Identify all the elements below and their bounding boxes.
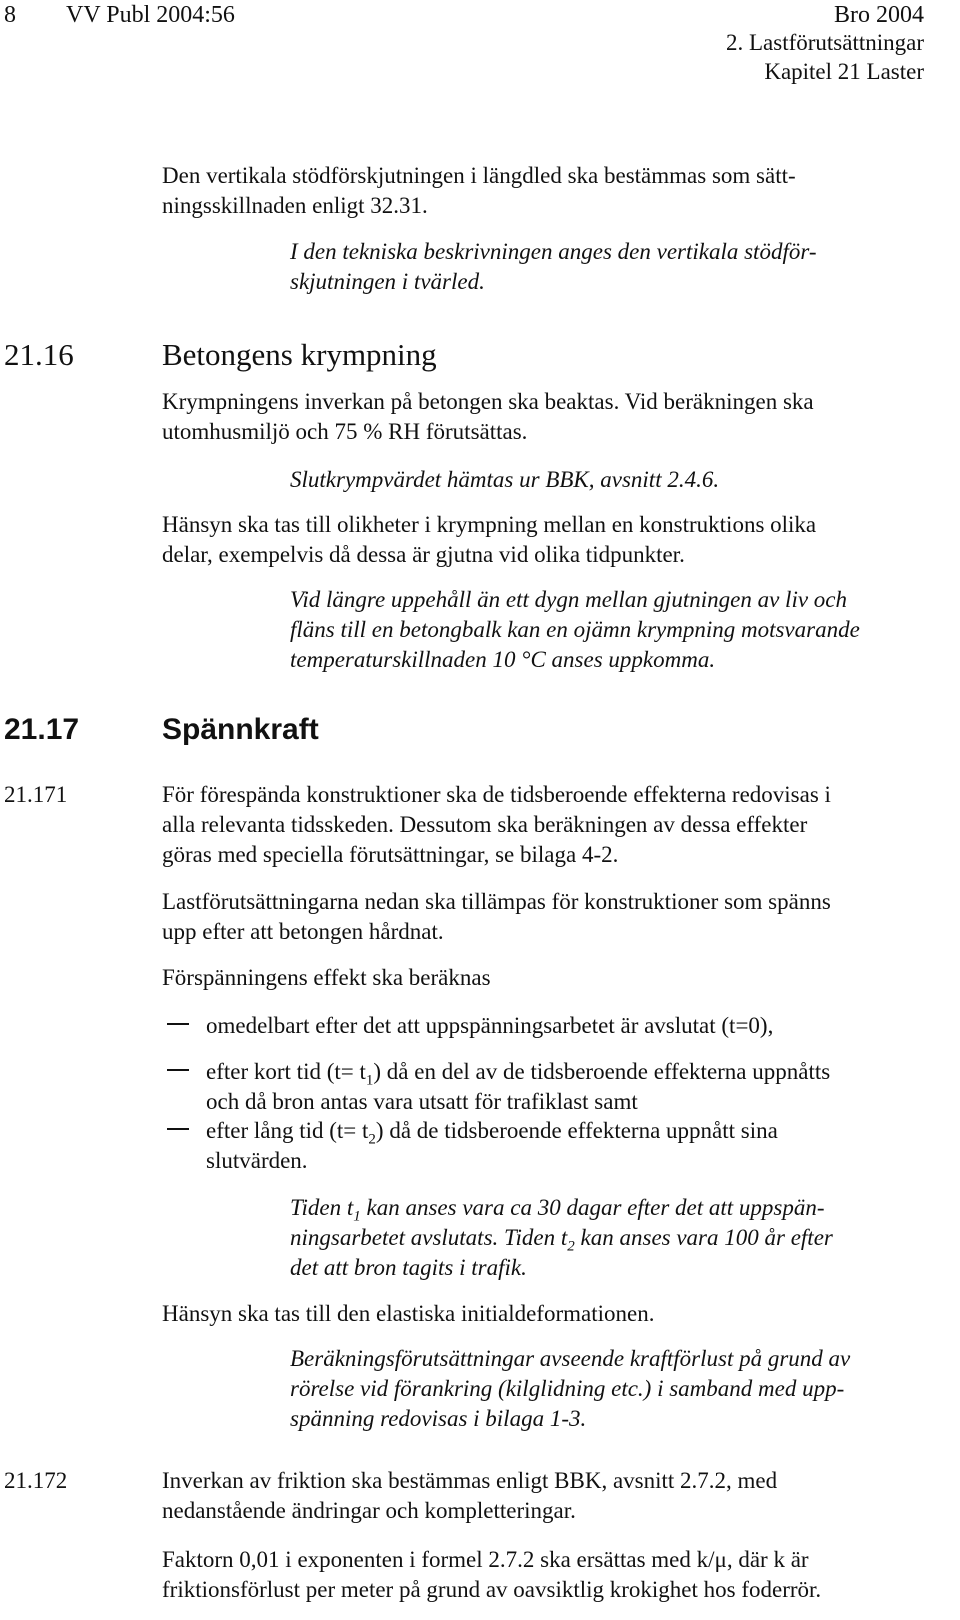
clause-number-21-172: 21.172 <box>4 1468 68 1493</box>
bullet-dash-2 <box>167 1069 189 1071</box>
s2117-note4-line1: Beräkningsförutsättningar avseende kraftförlust på grund av <box>290 1346 851 1371</box>
s2117-note3-line3: det att bron tagits i trafik. <box>290 1255 527 1280</box>
s2117-paragraph5-line1: Faktorn 0,01 i exponenten i formel 2.7.2 ska ersättas med k/μ, där k är <box>162 1547 809 1572</box>
s2117-note3-line2: ningsarbetet avslutats. Tiden $t_2$ kan anses vara 100 år efter <box>290 1225 833 1255</box>
s2117-paragraph3: Förspänningens effekt ska beräknas <box>162 965 491 990</box>
s2117-note4-line3: spänning redovisas i bilaga 1-3. <box>290 1406 587 1431</box>
bullet-3-line2: slutvärden. <box>206 1148 308 1173</box>
publication-id: VV Publ 2004:56 <box>66 2 235 28</box>
clause-21-171-line2: alla relevanta tidsskeden. Dessutom ska beräkningen av dessa effekter <box>162 812 808 837</box>
s2116-paragraph2-line1: Hänsyn ska tas till olikheter i krympning mellan en konstruktions olika <box>162 512 817 537</box>
clause-number-21-171: 21.171 <box>4 782 68 807</box>
bullet-3-line1: efter lång tid $(t= t_2)$ då de tidsberoende effekterna uppnått sina <box>206 1118 778 1148</box>
intro-note-line2: skjutningen i tvärled. <box>290 269 485 294</box>
section-title: 2. Lastförutsättningar <box>725 30 924 55</box>
bullet-dash-1 <box>167 1023 189 1025</box>
s2116-paragraph1-line2: utomhusmiljö och 75 % RH förutsättas. <box>162 419 528 444</box>
chapter-title: Kapitel 21 Laster <box>764 59 924 84</box>
bullet-2-line1: efter kort tid $(t= t_1)$ då en del av de tidsberoende effekterna uppnåtts <box>206 1059 831 1089</box>
bullet-1-text: omedelbart efter det att uppspänningsarbetet är avslutat (t=0), <box>206 1013 774 1038</box>
intro-paragraph-line2: ningsskillnaden enligt 32.31. <box>162 193 428 218</box>
s2117-paragraph4: Hänsyn ska tas till den elastiska initialdeformationen. <box>162 1301 655 1326</box>
bullet-2-line2: och då bron antas vara utsatt för trafiklast samt <box>206 1089 638 1114</box>
section-number-21-17: 21.17 <box>4 713 80 746</box>
s2116-note2-line2: fläns till en betongbalk kan en ojämn krympning motsvarande <box>290 617 860 642</box>
s2116-paragraph1-line1: Krympningens inverkan på betongen ska beaktas. Vid beräkningen ska <box>162 389 814 414</box>
section-heading-betongens-krympning: Betongens krympning <box>162 337 437 372</box>
s2117-paragraph2-line1: Lastförutsättningarna nedan ska tillämpas för konstruktioner som spänns <box>162 889 831 914</box>
s2117-paragraph2-line2: upp efter att betongen hårdnat. <box>162 919 444 944</box>
clause-21-172-line2: nedanstående ändringar och kompletteringar. <box>162 1498 576 1523</box>
page-number: 8 <box>4 2 16 28</box>
s2116-paragraph2-line2: delar, exempelvis då dessa är gjutna vid olika tidpunkter. <box>162 542 685 567</box>
s2116-note1: Slutkrympvärdet hämtas ur BBK, avsnitt 2.4.6. <box>290 467 720 492</box>
s2116-note2-line3: temperaturskillnaden 10 °C anses uppkomma. <box>290 647 716 672</box>
clause-21-171-line1: För förespända konstruktioner ska de tidsberoende effekterna redovisas i <box>162 782 831 807</box>
document-title: Bro 2004 <box>834 2 924 28</box>
s2117-note3-line1: Tiden $t_1$ kan anses vara ca 30 dagar efter det att uppspän- <box>290 1195 825 1225</box>
clause-21-171-line3: göras med speciella förutsättningar, se bilaga 4-2. <box>162 842 619 867</box>
s2117-note4-line2: rörelse vid förankring (kilglidning etc.) i samband med upp- <box>290 1376 845 1401</box>
intro-paragraph-line1: Den vertikala stödförskjutningen i längdled ska bestämmas som sätt- <box>162 163 796 188</box>
intro-note-line1: I den tekniska beskrivningen anges den vertikala stödför- <box>290 239 817 264</box>
section-number-21-16: 21.16 <box>4 337 74 372</box>
bullet-dash-3 <box>167 1128 189 1130</box>
s2117-paragraph5-line2: friktionsförlust per meter på grund av oavsiktlig krokighet hos foderrör. <box>162 1577 822 1602</box>
s2116-note2-line1: Vid längre uppehåll än ett dygn mellan gjutningen av liv och <box>290 587 847 612</box>
section-heading-spannkraft: Spännkraft <box>162 713 319 746</box>
clause-21-172-line1: Inverkan av friktion ska bestämmas enligt BBK, avsnitt 2.7.2, med <box>162 1468 778 1493</box>
